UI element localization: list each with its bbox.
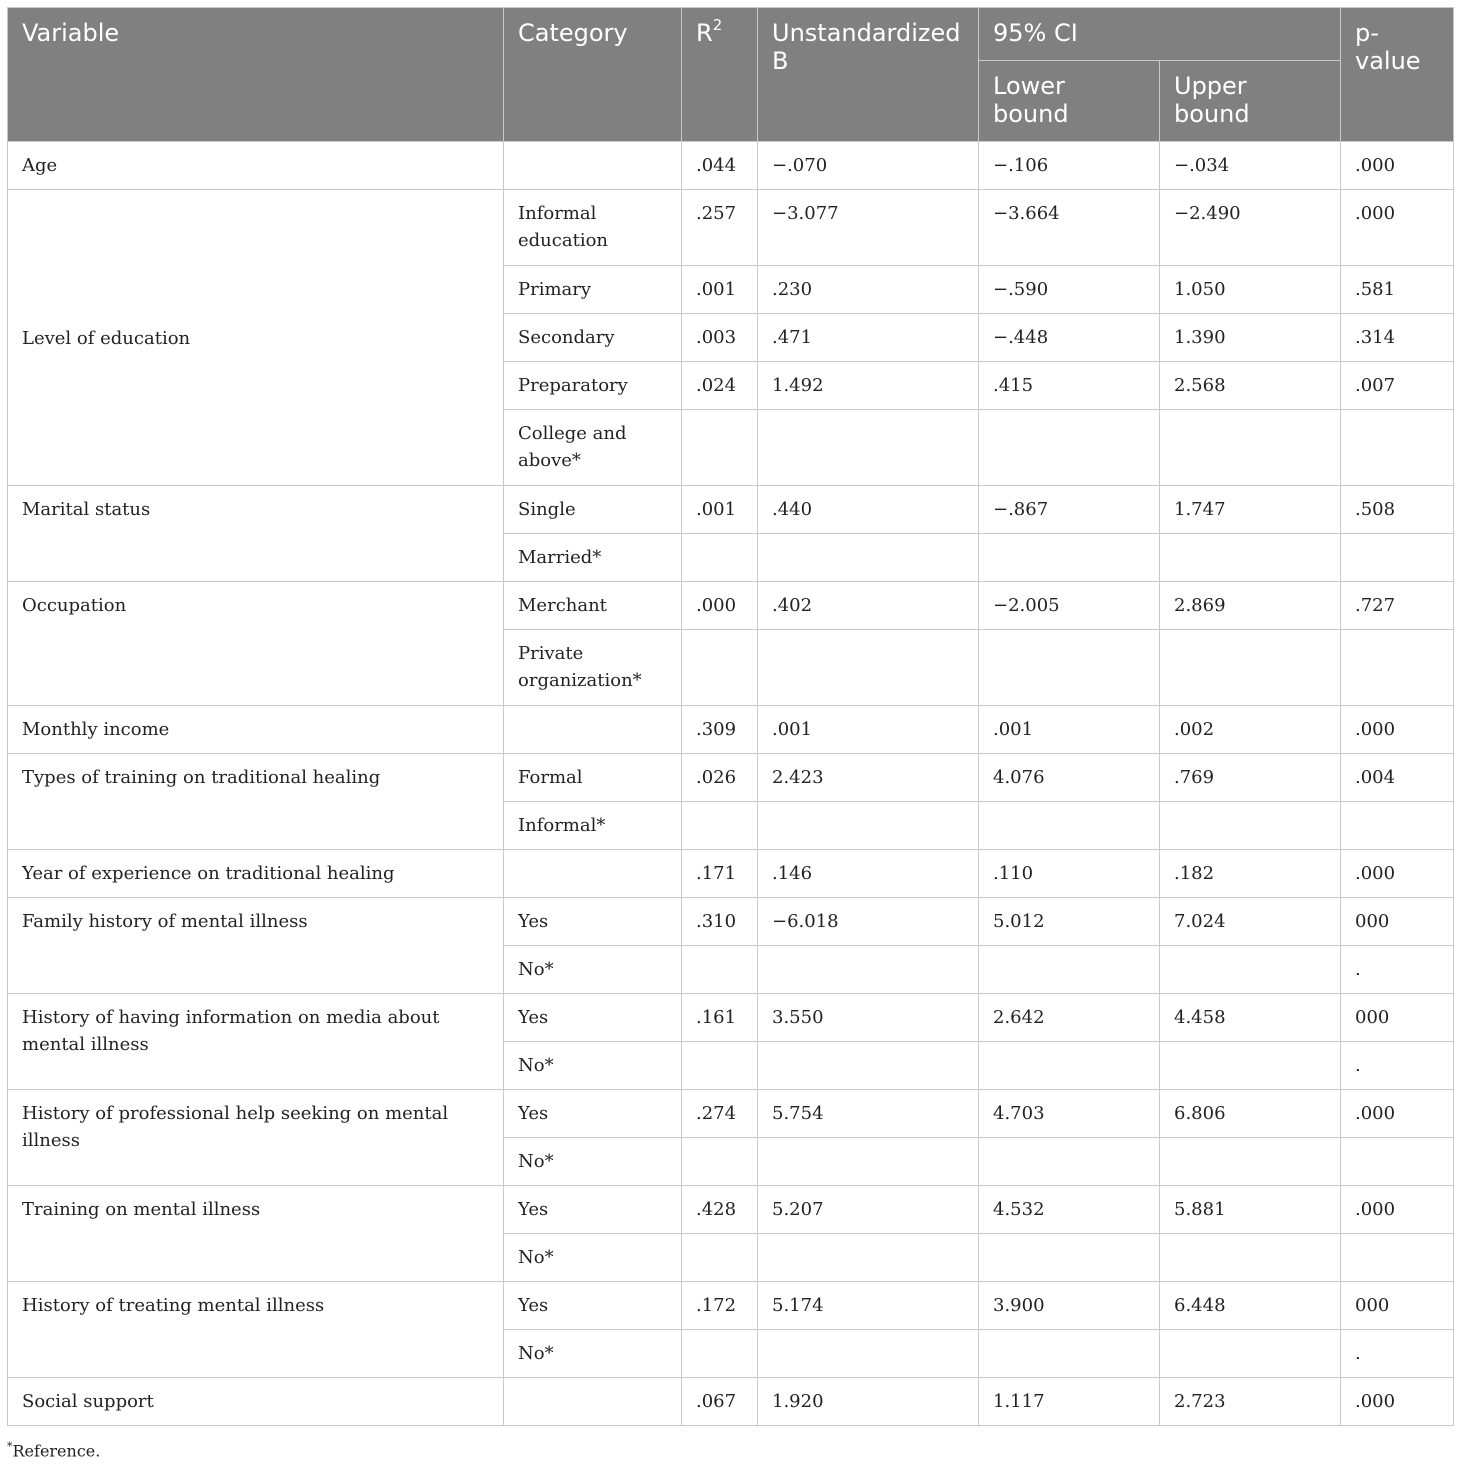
category-cell bbox=[504, 706, 682, 754]
r2-cell: .001 bbox=[682, 486, 758, 534]
r2-cell: .000 bbox=[682, 582, 758, 630]
table-row bbox=[8, 190, 1454, 266]
b-cell: .230 bbox=[758, 266, 979, 314]
header-r2 bbox=[682, 8, 758, 142]
p-cell: .000 bbox=[1341, 142, 1454, 190]
p-cell: .000 bbox=[1341, 190, 1454, 266]
p-cell: 000 bbox=[1341, 1282, 1454, 1330]
r2-cell: .172 bbox=[682, 1282, 758, 1330]
b-cell bbox=[758, 1138, 979, 1186]
upper-cell: 2.568 bbox=[1160, 362, 1341, 410]
header-unstandardized-b: Unstandardized B bbox=[758, 8, 979, 142]
upper-cell bbox=[1160, 802, 1341, 850]
r2-cell: .309 bbox=[682, 706, 758, 754]
r2-cell bbox=[682, 1138, 758, 1186]
category-cell bbox=[504, 1378, 682, 1426]
variable-cell: History of professional help seeking on mental illness bbox=[8, 1090, 504, 1186]
footnote-mark: * bbox=[7, 1440, 13, 1453]
r2-cell: .067 bbox=[682, 1378, 758, 1426]
b-cell: 1.492 bbox=[758, 362, 979, 410]
r2-cell: .428 bbox=[682, 1186, 758, 1234]
lower-cell: 2.642 bbox=[979, 994, 1160, 1042]
category-cell: Yes bbox=[504, 898, 682, 946]
lower-cell: −.448 bbox=[979, 314, 1160, 362]
table-row bbox=[8, 898, 1454, 946]
lower-cell bbox=[979, 1042, 1160, 1090]
r2-cell: .161 bbox=[682, 994, 758, 1042]
category-cell: Preparatory bbox=[504, 362, 682, 410]
upper-cell: 6.448 bbox=[1160, 1282, 1341, 1330]
upper-cell: 1.390 bbox=[1160, 314, 1341, 362]
upper-cell: 2.723 bbox=[1160, 1378, 1341, 1426]
r2-cell bbox=[682, 630, 758, 706]
lower-cell bbox=[979, 1330, 1160, 1378]
lower-cell bbox=[979, 1138, 1160, 1186]
r2-cell: .257 bbox=[682, 190, 758, 266]
variable-cell: Types of training on traditional healing bbox=[8, 754, 504, 850]
table-row bbox=[8, 1282, 1454, 1330]
upper-cell: .769 bbox=[1160, 754, 1341, 802]
upper-cell: 4.458 bbox=[1160, 994, 1341, 1042]
upper-cell bbox=[1160, 946, 1341, 994]
lower-cell: 4.532 bbox=[979, 1186, 1160, 1234]
upper-cell: .002 bbox=[1160, 706, 1341, 754]
category-cell: Yes bbox=[504, 1090, 682, 1138]
upper-cell: 7.024 bbox=[1160, 898, 1341, 946]
variable-cell: History of having information on media about mental illness bbox=[8, 994, 504, 1090]
header-lower-bound: Lower bound bbox=[979, 61, 1160, 142]
category-cell: Secondary bbox=[504, 314, 682, 362]
b-cell: −3.077 bbox=[758, 190, 979, 266]
p-cell: .727 bbox=[1341, 582, 1454, 630]
upper-cell bbox=[1160, 1330, 1341, 1378]
footnote-text: Reference. bbox=[12, 1441, 101, 1461]
p-cell: 000 bbox=[1341, 994, 1454, 1042]
b-cell bbox=[758, 1042, 979, 1090]
b-cell: 5.754 bbox=[758, 1090, 979, 1138]
b-cell: 2.423 bbox=[758, 754, 979, 802]
upper-cell: −2.490 bbox=[1160, 190, 1341, 266]
upper-cell: 2.869 bbox=[1160, 582, 1341, 630]
lower-cell: −.106 bbox=[979, 142, 1160, 190]
r2-cell bbox=[682, 802, 758, 850]
table-row bbox=[8, 486, 1454, 534]
b-cell: 3.550 bbox=[758, 994, 979, 1042]
category-cell: No* bbox=[504, 1330, 682, 1378]
category-cell: Yes bbox=[504, 1186, 682, 1234]
variable-cell: Level of education bbox=[8, 190, 504, 486]
category-cell: Informal* bbox=[504, 802, 682, 850]
lower-cell: 5.012 bbox=[979, 898, 1160, 946]
lower-cell: −.867 bbox=[979, 486, 1160, 534]
b-cell bbox=[758, 946, 979, 994]
table-row bbox=[8, 1378, 1454, 1426]
p-cell: . bbox=[1341, 946, 1454, 994]
table-row bbox=[8, 754, 1454, 802]
p-cell: . bbox=[1341, 1042, 1454, 1090]
variable-cell: Family history of mental illness bbox=[8, 898, 504, 994]
r2-cell: .171 bbox=[682, 850, 758, 898]
lower-cell: 3.900 bbox=[979, 1282, 1160, 1330]
p-cell: .000 bbox=[1341, 850, 1454, 898]
b-cell: −6.018 bbox=[758, 898, 979, 946]
r2-cell: .026 bbox=[682, 754, 758, 802]
b-cell: .471 bbox=[758, 314, 979, 362]
r2-cell: .024 bbox=[682, 362, 758, 410]
upper-cell bbox=[1160, 1138, 1341, 1186]
regression-table bbox=[7, 7, 1454, 1426]
variable-cell: Social support bbox=[8, 1378, 504, 1426]
lower-cell bbox=[979, 802, 1160, 850]
regression-table-container bbox=[7, 7, 1453, 1426]
upper-cell bbox=[1160, 1234, 1341, 1282]
table-row bbox=[8, 142, 1454, 190]
category-cell: Single bbox=[504, 486, 682, 534]
r2-cell bbox=[682, 1330, 758, 1378]
category-cell: Formal bbox=[504, 754, 682, 802]
category-cell: Married* bbox=[504, 534, 682, 582]
r2-cell bbox=[682, 1234, 758, 1282]
p-cell: .000 bbox=[1341, 1186, 1454, 1234]
category-cell: No* bbox=[504, 1234, 682, 1282]
table-row bbox=[8, 850, 1454, 898]
r2-cell bbox=[682, 410, 758, 486]
lower-cell bbox=[979, 946, 1160, 994]
lower-cell bbox=[979, 534, 1160, 582]
upper-cell bbox=[1160, 534, 1341, 582]
upper-cell bbox=[1160, 1042, 1341, 1090]
r2-cell: .003 bbox=[682, 314, 758, 362]
lower-cell: −2.005 bbox=[979, 582, 1160, 630]
table-footnote bbox=[7, 1440, 100, 1460]
variable-cell: Marital status bbox=[8, 486, 504, 582]
p-cell bbox=[1341, 802, 1454, 850]
b-cell bbox=[758, 1330, 979, 1378]
p-cell: . bbox=[1341, 1330, 1454, 1378]
upper-cell: .182 bbox=[1160, 850, 1341, 898]
upper-cell: −.034 bbox=[1160, 142, 1341, 190]
b-cell: 5.207 bbox=[758, 1186, 979, 1234]
p-cell bbox=[1341, 534, 1454, 582]
lower-cell: 1.117 bbox=[979, 1378, 1160, 1426]
variable-cell: History of treating mental illness bbox=[8, 1282, 504, 1378]
b-cell: .146 bbox=[758, 850, 979, 898]
p-cell: .007 bbox=[1341, 362, 1454, 410]
category-cell: Yes bbox=[504, 1282, 682, 1330]
r2-cell: .001 bbox=[682, 266, 758, 314]
category-cell bbox=[504, 850, 682, 898]
b-cell bbox=[758, 802, 979, 850]
header-95-ci: 95% CI bbox=[979, 8, 1341, 61]
lower-cell: 4.703 bbox=[979, 1090, 1160, 1138]
b-cell bbox=[758, 534, 979, 582]
category-cell: Informal education bbox=[504, 190, 682, 266]
p-cell: 000 bbox=[1341, 898, 1454, 946]
table-row bbox=[8, 1186, 1454, 1234]
r2-cell: .044 bbox=[682, 142, 758, 190]
variable-cell: Occupation bbox=[8, 582, 504, 706]
r2-cell: .274 bbox=[682, 1090, 758, 1138]
header-r2-sup: 2 bbox=[712, 16, 723, 34]
header-r2-base: R bbox=[696, 19, 713, 47]
p-cell bbox=[1341, 410, 1454, 486]
category-cell: Primary bbox=[504, 266, 682, 314]
upper-cell bbox=[1160, 410, 1341, 486]
upper-cell bbox=[1160, 630, 1341, 706]
upper-cell: 6.806 bbox=[1160, 1090, 1341, 1138]
r2-cell bbox=[682, 946, 758, 994]
b-cell bbox=[758, 410, 979, 486]
lower-cell: −3.664 bbox=[979, 190, 1160, 266]
b-cell: .440 bbox=[758, 486, 979, 534]
upper-cell: 1.050 bbox=[1160, 266, 1341, 314]
header-row bbox=[8, 8, 1454, 61]
category-cell: No* bbox=[504, 1042, 682, 1090]
category-cell: Private organization* bbox=[504, 630, 682, 706]
upper-cell: 5.881 bbox=[1160, 1186, 1341, 1234]
b-cell: .402 bbox=[758, 582, 979, 630]
upper-cell: 1.747 bbox=[1160, 486, 1341, 534]
b-cell: −.070 bbox=[758, 142, 979, 190]
p-cell: .508 bbox=[1341, 486, 1454, 534]
b-cell: .001 bbox=[758, 706, 979, 754]
variable-cell: Monthly income bbox=[8, 706, 504, 754]
r2-cell: .310 bbox=[682, 898, 758, 946]
b-cell: 1.920 bbox=[758, 1378, 979, 1426]
table-row bbox=[8, 1090, 1454, 1138]
header-variable: Variable bbox=[8, 8, 504, 142]
category-cell: Merchant bbox=[504, 582, 682, 630]
variable-cell: Age bbox=[8, 142, 504, 190]
category-cell: No* bbox=[504, 946, 682, 994]
lower-cell bbox=[979, 410, 1160, 486]
variable-cell: Year of experience on traditional healing bbox=[8, 850, 504, 898]
table-row bbox=[8, 582, 1454, 630]
category-cell: Yes bbox=[504, 994, 682, 1042]
p-cell: .000 bbox=[1341, 1090, 1454, 1138]
category-cell: No* bbox=[504, 1138, 682, 1186]
p-cell bbox=[1341, 1138, 1454, 1186]
table-row bbox=[8, 994, 1454, 1042]
r2-cell bbox=[682, 534, 758, 582]
variable-cell: Training on mental illness bbox=[8, 1186, 504, 1282]
lower-cell bbox=[979, 1234, 1160, 1282]
b-cell bbox=[758, 630, 979, 706]
table-row bbox=[8, 706, 1454, 754]
lower-cell: 4.076 bbox=[979, 754, 1160, 802]
lower-cell: .110 bbox=[979, 850, 1160, 898]
p-cell: .314 bbox=[1341, 314, 1454, 362]
p-cell bbox=[1341, 630, 1454, 706]
lower-cell: −.590 bbox=[979, 266, 1160, 314]
p-cell bbox=[1341, 1234, 1454, 1282]
r2-cell bbox=[682, 1042, 758, 1090]
b-cell bbox=[758, 1234, 979, 1282]
p-cell: .000 bbox=[1341, 1378, 1454, 1426]
header-category: Category bbox=[504, 8, 682, 142]
p-cell: .004 bbox=[1341, 754, 1454, 802]
header-p-value: p-value bbox=[1341, 8, 1454, 142]
p-cell: .000 bbox=[1341, 706, 1454, 754]
lower-cell bbox=[979, 630, 1160, 706]
category-cell bbox=[504, 142, 682, 190]
lower-cell: .415 bbox=[979, 362, 1160, 410]
b-cell: 5.174 bbox=[758, 1282, 979, 1330]
category-cell: College and above* bbox=[504, 410, 682, 486]
p-cell: .581 bbox=[1341, 266, 1454, 314]
lower-cell: .001 bbox=[979, 706, 1160, 754]
header-upper-bound: Upper bound bbox=[1160, 61, 1341, 142]
